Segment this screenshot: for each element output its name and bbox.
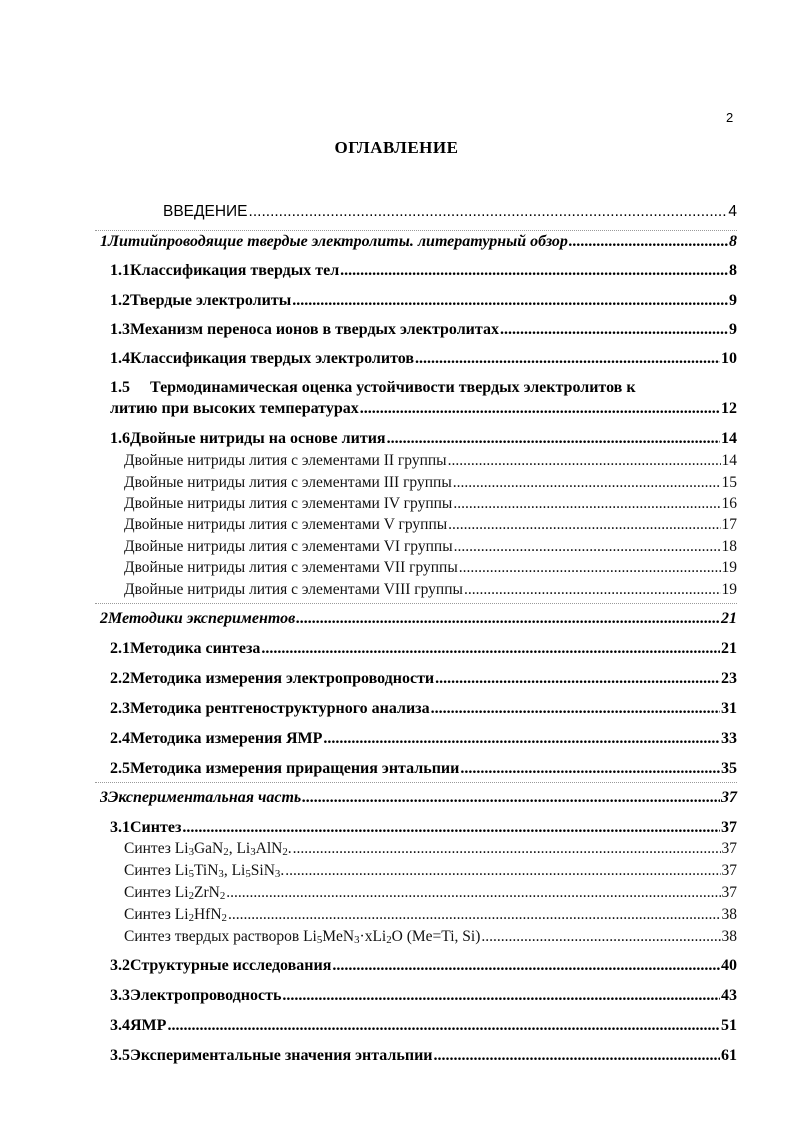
section-title: Классификация твердых тел bbox=[130, 262, 340, 279]
section-number: 3.5 bbox=[110, 1047, 130, 1064]
leader-dots bbox=[453, 473, 721, 492]
toc-chapter-2[interactable] bbox=[100, 609, 737, 628]
leader-dots bbox=[249, 202, 728, 221]
section-page: 37 bbox=[721, 819, 737, 836]
sub-title: Двойные нитриды лития с элементами II группы bbox=[124, 452, 447, 469]
section-number: 2.1 bbox=[110, 640, 130, 657]
section-page: 51 bbox=[721, 1017, 737, 1034]
sub-title: Двойные нитриды лития с элементами VII группы bbox=[124, 559, 458, 576]
section-number: 1.3 bbox=[110, 321, 130, 338]
section-number: 2.2 bbox=[110, 670, 130, 687]
section-number: 3.3 bbox=[110, 987, 130, 1004]
chapter-title: Литийпроводящие твердые электролиты. литературный обзор bbox=[108, 233, 568, 250]
section-title: Классификация твердых электролитов bbox=[130, 350, 414, 367]
leader-dots bbox=[481, 927, 720, 946]
leader-dots bbox=[448, 515, 720, 534]
sub-page: 37 bbox=[721, 840, 737, 857]
section-number: 3.1 bbox=[110, 819, 130, 836]
leader-dots bbox=[435, 669, 720, 688]
leader-dots bbox=[454, 537, 721, 556]
section-title-line1: Термодинамическая оценка устойчивости твердых электролитов к bbox=[150, 379, 636, 396]
section-page: 12 bbox=[721, 400, 737, 417]
section-number: 2.3 bbox=[110, 700, 130, 717]
leader-dots bbox=[332, 956, 720, 975]
page-number: 2 bbox=[726, 110, 734, 125]
leader-dots bbox=[226, 883, 720, 902]
toc-section-1-4[interactable] bbox=[110, 349, 737, 368]
sub-page: 14 bbox=[721, 452, 737, 469]
sub-title: Синтез $Li_3GaN_2$, $Li_3AlN_2$. bbox=[124, 840, 292, 858]
sub-page: 15 bbox=[721, 474, 737, 491]
toc-section-3-2[interactable] bbox=[110, 956, 737, 975]
leader-dots bbox=[448, 451, 721, 470]
toc-section-3-1[interactable] bbox=[110, 818, 737, 837]
toc-section-3-3[interactable] bbox=[110, 986, 737, 1005]
chapter-page: 37 bbox=[721, 789, 737, 806]
section-title: ЯМР bbox=[130, 1017, 167, 1034]
toc-entry-title: ВВЕДЕНИЕ bbox=[163, 203, 248, 220]
leader-dots bbox=[453, 494, 720, 513]
toc-chapter-3[interactable] bbox=[100, 788, 737, 807]
section-title: Методика измерения электропроводности bbox=[130, 670, 435, 687]
section-page: 35 bbox=[721, 760, 737, 777]
sub-page: 18 bbox=[721, 538, 737, 555]
divider bbox=[95, 782, 737, 783]
toc-section-1-5-line1[interactable] bbox=[110, 378, 636, 397]
toc-section-2-5[interactable] bbox=[110, 759, 737, 778]
section-page: 9 bbox=[729, 292, 737, 309]
toc-section-2-1[interactable] bbox=[110, 639, 737, 658]
section-title: Твердые электролиты bbox=[130, 292, 292, 309]
chapter-page: 8 bbox=[729, 233, 737, 250]
sub-title: Синтез $Li_2HfN_2$ bbox=[124, 906, 227, 924]
leader-dots bbox=[340, 261, 728, 280]
sub-page: 17 bbox=[721, 516, 737, 533]
sub-prefix: Синтез bbox=[124, 862, 171, 879]
toc-entry-intro[interactable] bbox=[163, 202, 737, 221]
section-title: Методика синтеза bbox=[130, 640, 261, 657]
section-page: 40 bbox=[721, 957, 737, 974]
leader-dots bbox=[360, 399, 720, 418]
section-title: Синтез bbox=[130, 819, 182, 836]
toc-section-2-2[interactable] bbox=[110, 669, 737, 688]
chapter-number: 2 bbox=[100, 610, 108, 627]
section-number: 1.1 bbox=[110, 262, 130, 279]
chapter-page: 21 bbox=[721, 610, 737, 627]
sub-page: 19 bbox=[721, 559, 737, 576]
toc-sub-nitrides-viii[interactable] bbox=[124, 580, 737, 599]
leader-dots bbox=[434, 1046, 720, 1065]
section-page: 14 bbox=[721, 430, 737, 447]
section-title: Механизм переноса ионов в твердых электролитах bbox=[130, 321, 499, 338]
toc-chapter-1[interactable] bbox=[100, 232, 737, 251]
divider bbox=[95, 603, 737, 604]
leader-dots bbox=[282, 986, 720, 1005]
toc-sub-nitrides-vi[interactable] bbox=[124, 537, 737, 556]
sub-title: Синтез $Li_5TiN_3$, $Li_5SiN_3$. bbox=[124, 862, 285, 880]
toc-sub-nitrides-iii[interactable] bbox=[124, 473, 737, 492]
section-number: 2.5 bbox=[110, 760, 130, 777]
toc-sub-synthesis-1[interactable] bbox=[124, 839, 737, 858]
chapter-title: Методики экспериментов bbox=[108, 610, 296, 627]
toc-section-2-3[interactable] bbox=[110, 699, 737, 718]
leader-dots bbox=[569, 232, 728, 251]
section-title: Экспериментальные значения энтальпии bbox=[130, 1047, 433, 1064]
sub-page: 37 bbox=[721, 884, 737, 901]
sub-title: Двойные нитриды лития с элементами V группы bbox=[124, 516, 448, 533]
toc-sub-nitrides-v[interactable] bbox=[124, 515, 737, 534]
leader-dots bbox=[261, 639, 720, 658]
section-page: 33 bbox=[721, 730, 737, 747]
leader-dots bbox=[292, 291, 728, 310]
toc-section-3-4[interactable] bbox=[110, 1016, 737, 1035]
leader-dots bbox=[228, 905, 721, 924]
toc-section-2-4[interactable] bbox=[110, 729, 737, 748]
section-page: 61 bbox=[721, 1047, 737, 1064]
section-number: 1.4 bbox=[110, 350, 130, 367]
sub-title: Двойные нитриды лития с элементами VIII группы bbox=[124, 581, 463, 598]
sub-page: 38 bbox=[721, 928, 737, 945]
leader-dots bbox=[500, 320, 728, 339]
sub-prefix: Синтез bbox=[124, 884, 171, 901]
toc-sub-nitrides-iv[interactable] bbox=[124, 494, 737, 513]
sub-page: 37 bbox=[721, 862, 737, 879]
sub-prefix: Синтез твердых растворов bbox=[124, 928, 300, 945]
sub-page: 38 bbox=[721, 906, 737, 923]
leader-dots bbox=[387, 429, 720, 448]
section-number: 1.2 bbox=[110, 292, 130, 309]
section-number: 3.4 bbox=[110, 1017, 130, 1034]
sub-suffix: (Me=Ti, Si) bbox=[406, 928, 481, 945]
sub-title: Синтез $Li_2ZrN_2$ bbox=[124, 884, 226, 902]
section-page: 9 bbox=[729, 321, 737, 338]
section-title: Методика измерения ЯМР bbox=[130, 730, 323, 747]
section-title: Методика измерения приращения энтальпии bbox=[130, 760, 460, 777]
section-title: Электропроводность bbox=[130, 987, 282, 1004]
section-number: 1.6 bbox=[110, 430, 130, 447]
chapter-title: Экспериментальная часть bbox=[108, 789, 302, 806]
section-page: 23 bbox=[721, 670, 737, 687]
section-number: 3.2 bbox=[110, 957, 130, 974]
section-page: 31 bbox=[721, 700, 737, 717]
leader-dots bbox=[293, 839, 721, 858]
section-title: Структурные исследования bbox=[130, 957, 332, 974]
leader-dots bbox=[464, 580, 721, 599]
toc-section-3-5[interactable] bbox=[110, 1046, 737, 1065]
leader-dots bbox=[431, 699, 720, 718]
sub-prefix: Синтез bbox=[124, 840, 171, 857]
toc-section-1-2[interactable] bbox=[110, 291, 737, 310]
toc-section-1-6[interactable] bbox=[110, 429, 737, 448]
section-page: 21 bbox=[721, 640, 737, 657]
sub-title: Двойные нитриды лития с элементами IV группы bbox=[124, 495, 453, 512]
leader-dots bbox=[460, 759, 720, 778]
toc-sub-synthesis-4[interactable] bbox=[124, 905, 737, 924]
toc-section-1-3[interactable] bbox=[110, 320, 737, 339]
toc-sub-nitrides-ii[interactable] bbox=[124, 451, 737, 470]
sub-title: Двойные нитриды лития с элементами VI группы bbox=[124, 538, 453, 555]
section-title: Двойные нитриды на основе лития bbox=[130, 430, 386, 447]
page-title: ОГЛАВЛЕНИЕ bbox=[334, 138, 459, 157]
sub-prefix: Синтез bbox=[124, 906, 171, 923]
toc-sub-synthesis-3[interactable] bbox=[124, 883, 737, 902]
section-number: 2.4 bbox=[110, 730, 130, 747]
toc-sub-synthesis-5[interactable] bbox=[124, 927, 737, 946]
toc-section-1-5-line2[interactable] bbox=[110, 399, 737, 418]
section-number: 1.5 bbox=[110, 379, 130, 396]
leader-dots bbox=[285, 861, 720, 880]
chapter-number: 1 bbox=[100, 233, 108, 250]
divider bbox=[95, 230, 737, 231]
leader-dots bbox=[459, 558, 721, 577]
sub-page: 16 bbox=[721, 495, 737, 512]
leader-dots bbox=[182, 818, 720, 837]
leader-dots bbox=[296, 609, 720, 628]
sub-title: Двойные нитриды лития с элементами III группы bbox=[124, 474, 452, 491]
section-page: 10 bbox=[721, 350, 737, 367]
toc-entry-page: 4 bbox=[728, 203, 737, 220]
section-page: 43 bbox=[721, 987, 737, 1004]
section-title-line2: литию при высоких температурах bbox=[110, 400, 359, 417]
sub-title: Синтез твердых растворов $Li_5MeN_3\cdot xLi_2O$ (Me=Ti, Si) bbox=[124, 928, 481, 946]
section-page: 8 bbox=[729, 262, 737, 279]
toc-sub-synthesis-2[interactable] bbox=[124, 861, 737, 880]
leader-dots bbox=[167, 1016, 720, 1035]
sub-page: 19 bbox=[721, 581, 737, 598]
toc-section-1-1[interactable] bbox=[110, 261, 737, 280]
leader-dots bbox=[323, 729, 720, 748]
leader-dots bbox=[302, 788, 720, 807]
section-title: Методика рентгеноструктурного анализа bbox=[130, 700, 430, 717]
leader-dots bbox=[415, 349, 720, 368]
toc-sub-nitrides-vii[interactable] bbox=[124, 558, 737, 577]
chapter-number: 3 bbox=[100, 789, 108, 806]
